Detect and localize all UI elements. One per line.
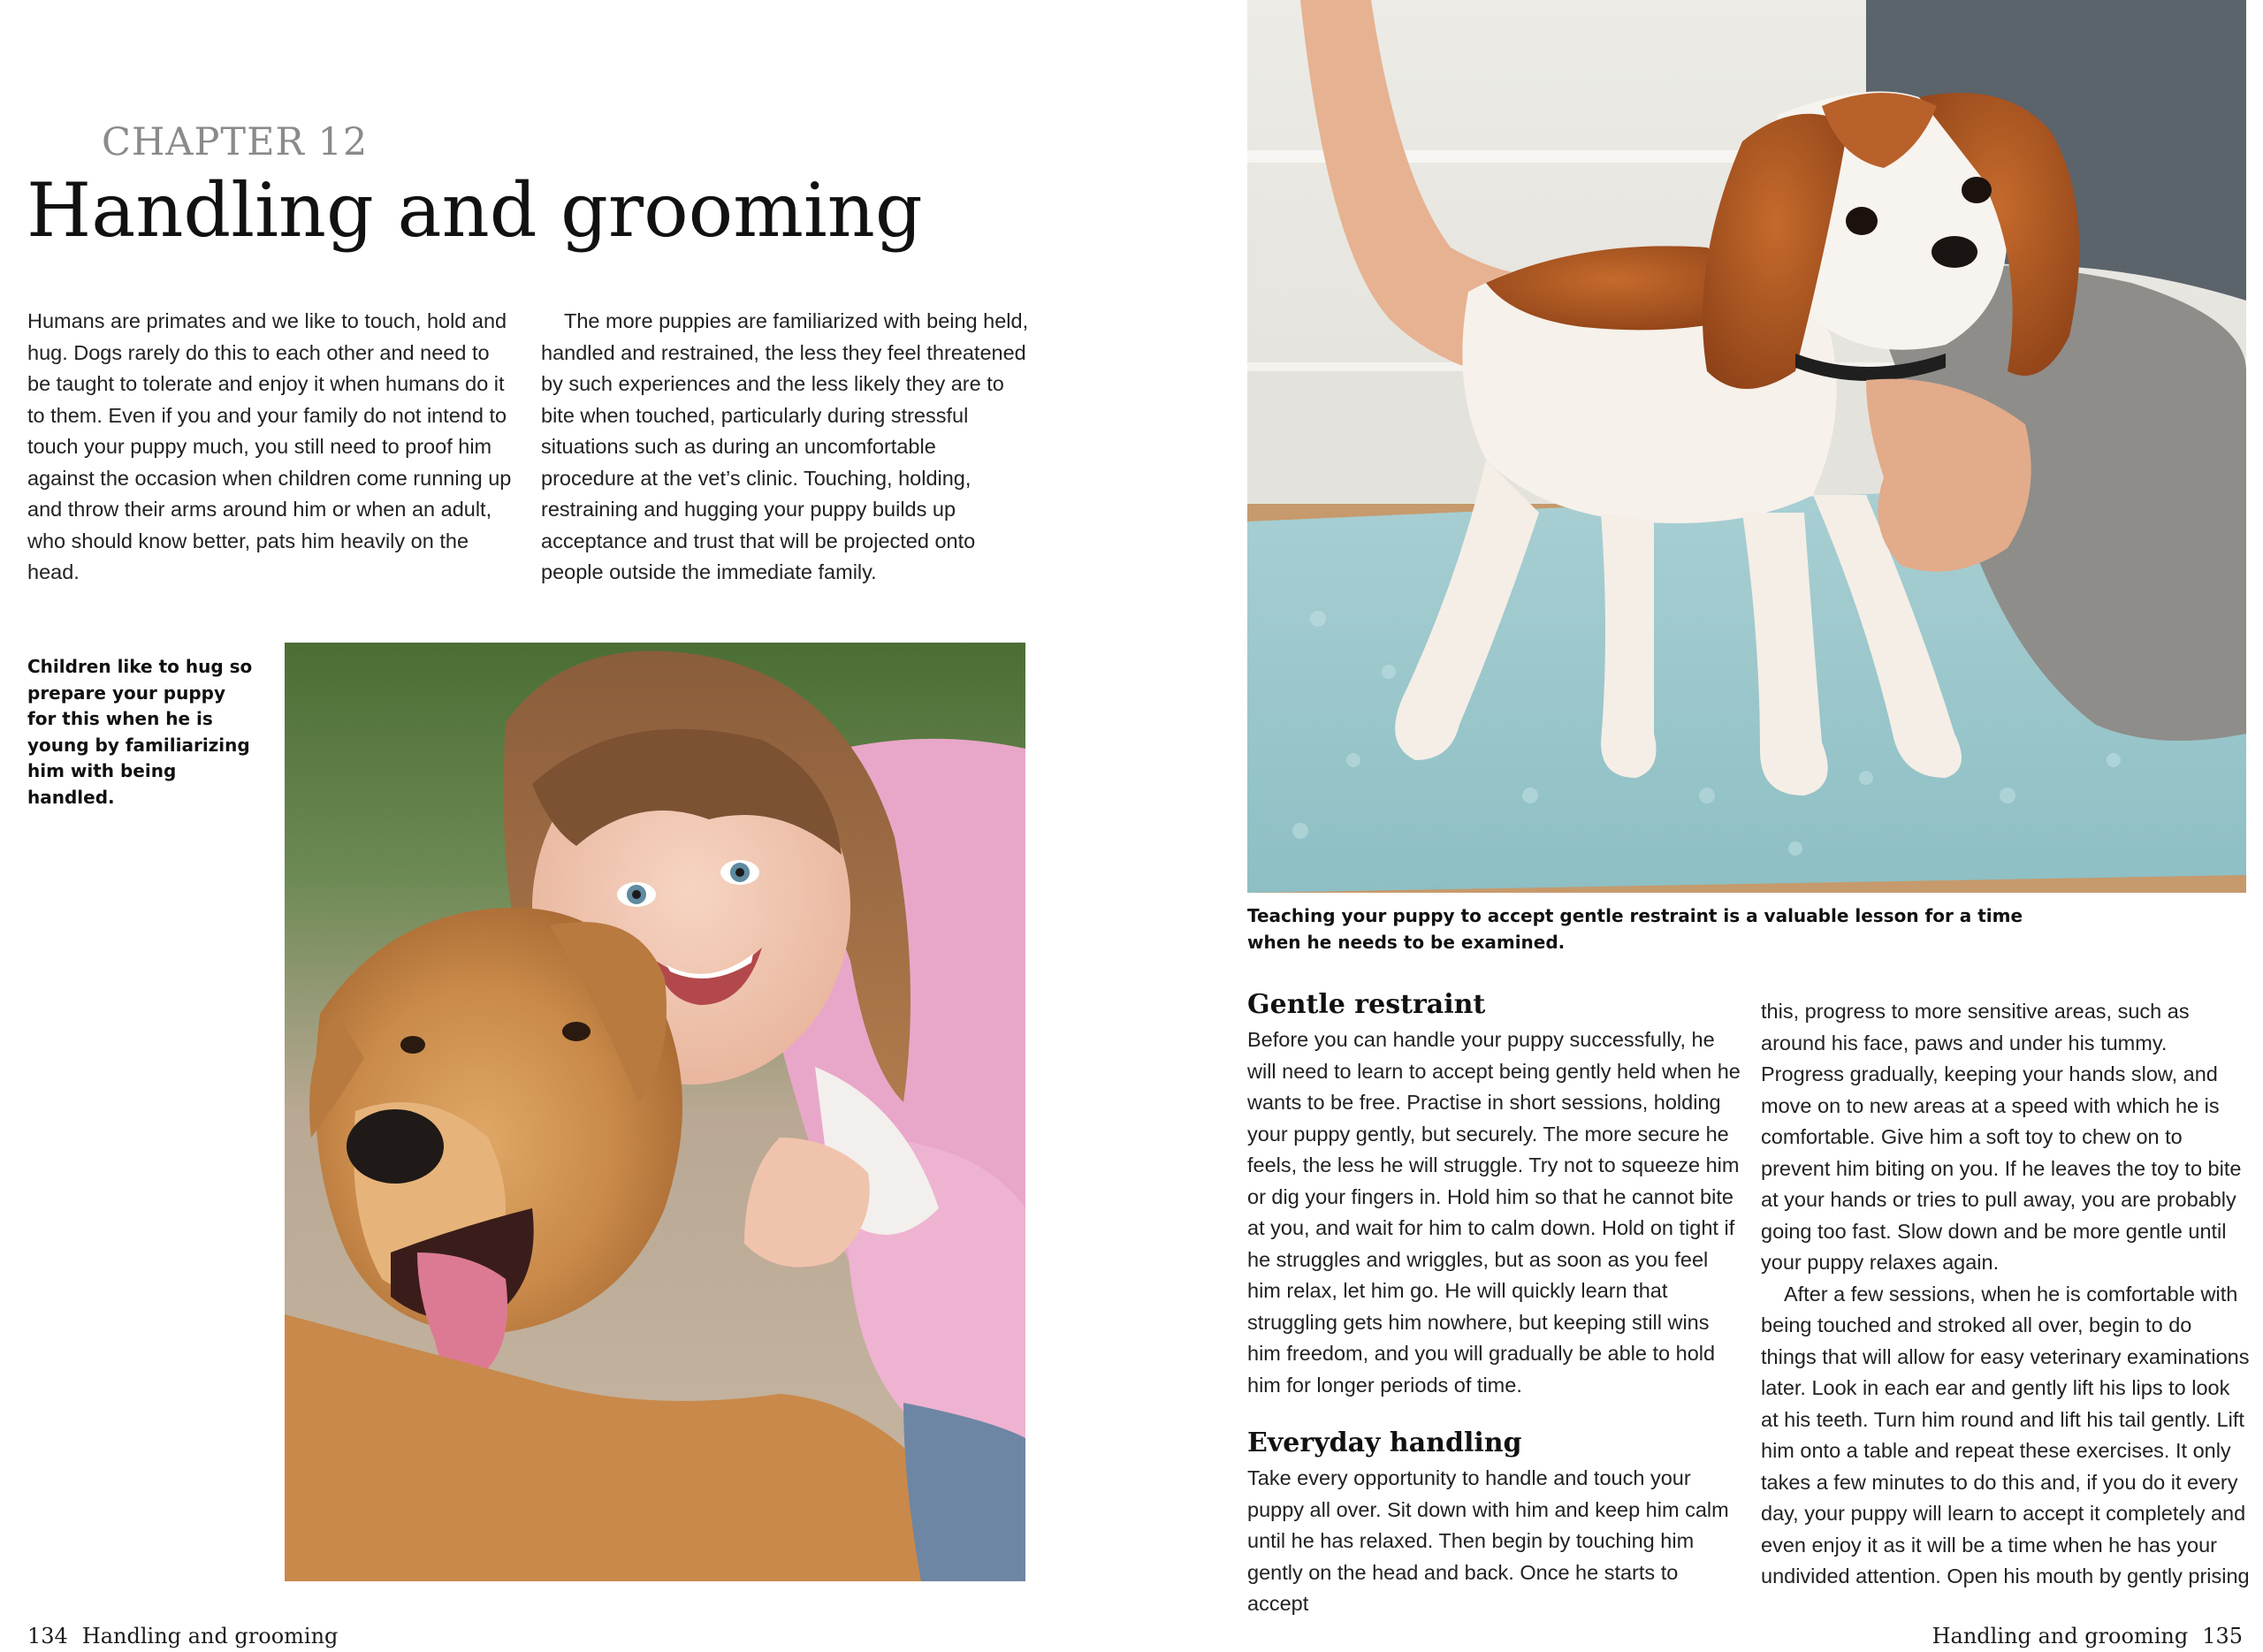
right-column-1 (1247, 987, 1742, 1620)
gentle-restraint-body: Before you can handle your puppy successfully, he will need to learn to accept being gently held when he wants to be free. Practise in short sessions, holding your puppy gently, but securely. The more secure he feels, the less he will struggle. Try not to squeeze him or dig your fingers in. Hold him so that he cannot bite at you, and wait for him to calm down. Hold on tight if he struggles and wriggles, but as soon as you feel him relax, let him go. He will quickly learn that struggling gets him nowhere, but keeping still wins him freedom, and you will gradually be able to hold him for longer periods of time. (1247, 1028, 1741, 1397)
puppy-restraint-photo (1247, 0, 2246, 893)
gentle-restraint-heading: Gentle restraint (1247, 989, 1486, 1020)
everyday-handling-body: Take every opportunity to handle and touch your puppy all over. Sit down with him and keep him calm until he has relaxed. Then begin by touching him gently on the head and back. Once he starts to accept (1247, 1466, 1729, 1615)
veterinary-prep-paragraph: After a few sessions, when he is comfortable with being touched and stroked all over, begin to do things that will allow for easy veterinary examinations later. Look in each ear and gently lift his lips to look at his teeth. Turn him round and lift his tail gently. Lift him onto a table and repeat these exercises. It only takes a few minutes to do this and, if you do it every day, your puppy will learn to accept it completely and even enjoy it as it will be a time when he has your undivided attention. Open his mouth by gently prising (1761, 1282, 2250, 1587)
left-page-folio (27, 1624, 338, 1648)
puppy-restraint-photo-caption: Teaching your puppy to accept gentle restraint is a valuable lesson for a time when he needs to be examined. (1247, 905, 2023, 953)
right-page-folio (1932, 1624, 2243, 1648)
right-column-2 (1761, 996, 2252, 1593)
girl-hugging-dog-photo (285, 643, 1025, 1581)
intro-column-1 (27, 306, 518, 589)
page-number-right: 135 (2202, 1624, 2243, 1648)
page-number-left: 134 (27, 1624, 68, 1648)
running-title-right: Handling and grooming (1932, 1624, 2189, 1648)
spaniel-puppy-held-illustration (1247, 0, 2246, 893)
intro-paragraph-2: The more puppies are familiarized with being held, handled and restrained, the less they feel threatened by such experiences and the less likely they are to bite when touched, particularly during stressful situations such as during an uncomfortable procedure at the vet’s clinic. Touching, holding, restraining and hugging your puppy builds up acceptance and trust that will be projected onto people outside the immediate family. (541, 309, 1029, 583)
chapter-title: Handling and grooming (27, 167, 923, 254)
intro-paragraph-1: Humans are primates and we like to touch, hold and hug. Dogs rarely do this to each other and need to be taught to tolerate and enjoy it when humans do it to them. Even if you and your family do not intend to touch your puppy much, you still need to proof him against the occasion when children come running up and throw their arms around him or when an adult, who should know better, pats him heavily on the head. (27, 309, 512, 583)
everyday-handling-heading: Everyday handling (1247, 1427, 1522, 1458)
girl-dog-photo-caption: Children like to hug so prepare your puppy for this when he is young by familiarizing him with being handled. (27, 656, 253, 808)
handling-continued-paragraph: this, progress to more sensitive areas, such as around his face, paws and under his tummy. Progress gradually, keeping your hands slow, and move on to new areas at a speed with which he is comfortable. Give him a soft toy to chew on to prevent him biting on you. If he leaves the toy to bite at your hands or tries to pull away, you are probably going too fast. Slow down and be more gentle until your puppy relaxes again. (1761, 1000, 2242, 1274)
girl-hugging-dog-illustration (285, 643, 1025, 1581)
running-title-left: Handling and grooming (81, 1624, 339, 1648)
intro-column-2 (541, 306, 1032, 589)
chapter-label: CHAPTER 12 (102, 120, 369, 164)
